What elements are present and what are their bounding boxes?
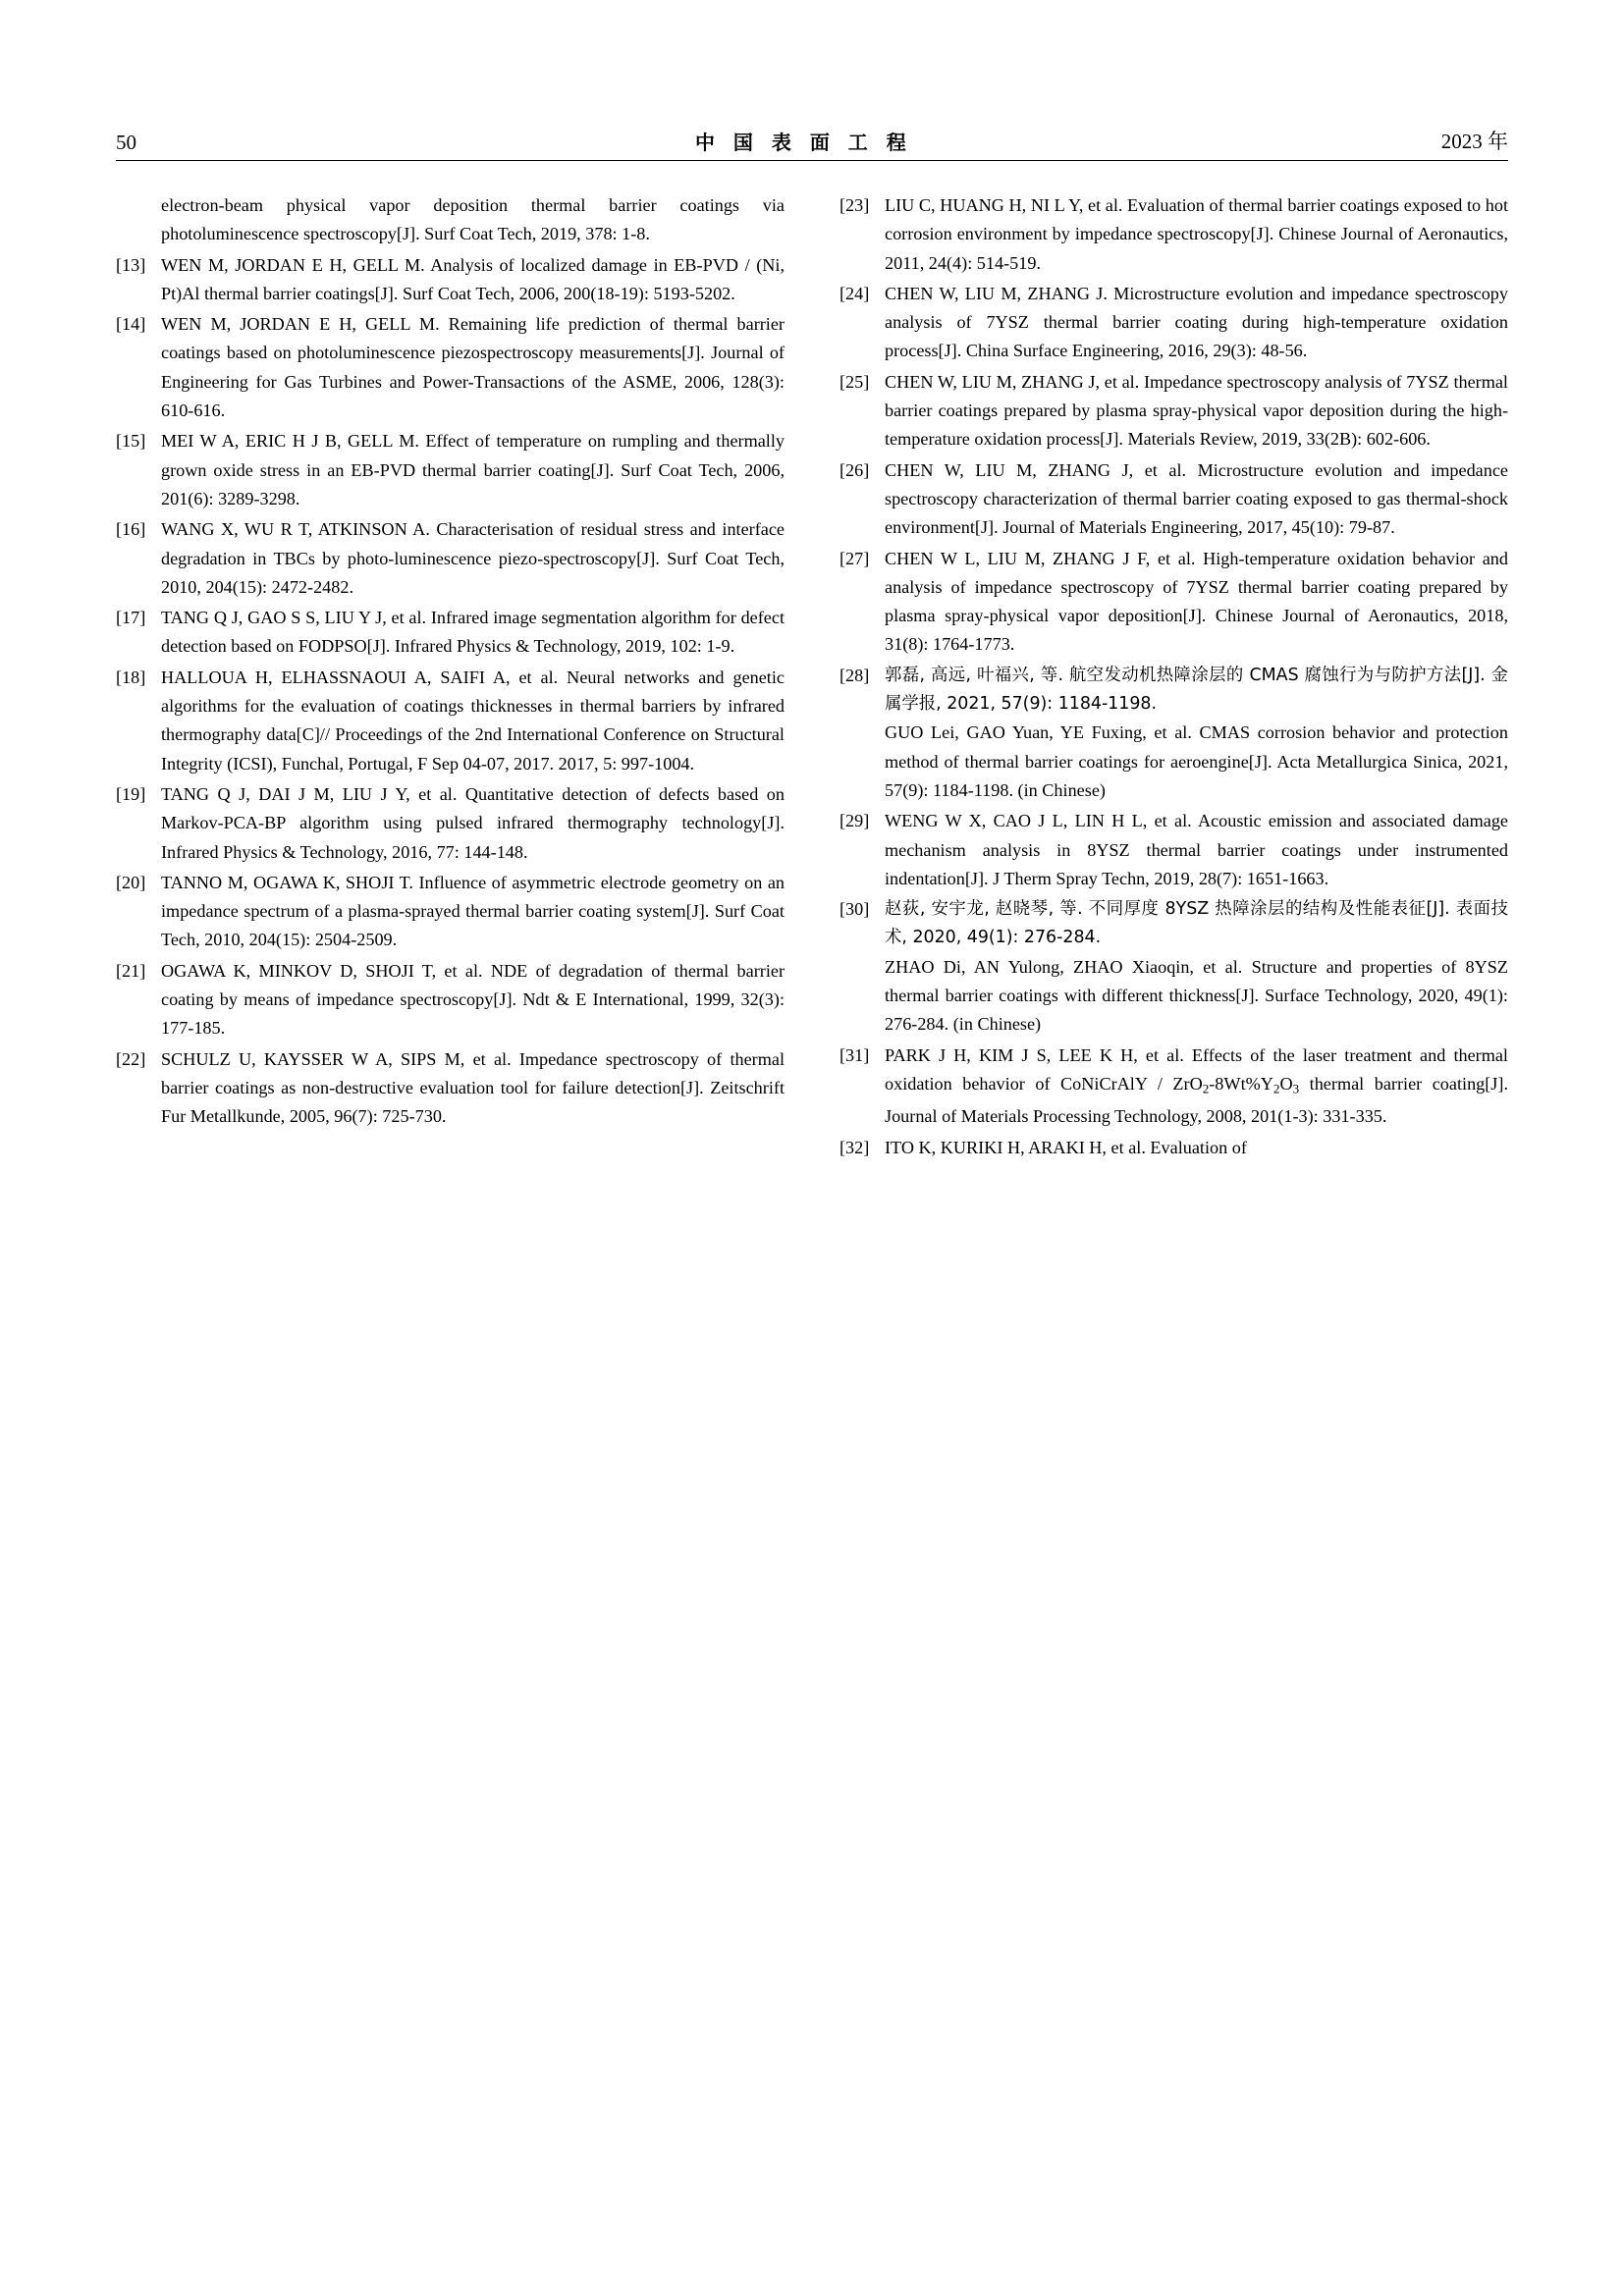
reference-entry bbox=[116, 780, 785, 867]
page-header bbox=[116, 116, 1508, 155]
reference-text: TANG Q J, DAI J M, LIU J Y, et al. Quantitative detection of defects based on Markov-PCA-BP algorithm using pulsed infrared thermography technology[J]. Infrared Physics & Technology, 2016, 77: 144-148. bbox=[161, 783, 785, 862]
reference-number: [18] bbox=[116, 667, 146, 687]
reference-entry bbox=[839, 895, 1508, 1039]
reference-entry bbox=[839, 662, 1508, 805]
reference-text: CHEN W, LIU M, ZHANG J. Microstructure evolution and impedance spectroscopy analysis of 7YSZ thermal barrier coating during high-temperature oxidation process[J]. China Surface Engineering, 2016, 29(3): 48-56. bbox=[885, 283, 1508, 361]
reference-columns bbox=[116, 191, 1508, 1164]
reference-number: [25] bbox=[839, 371, 870, 392]
page-number: 50 bbox=[116, 131, 136, 154]
reference-text: TANG Q J, GAO S S, LIU Y J, et al. Infrared image segmentation algorithm for defect detection based on FODPSO[J]. Infrared Physics & Technology, 2019, 102: 1-9. bbox=[161, 608, 785, 657]
reference-entry bbox=[839, 368, 1508, 454]
reference-text: WANG X, WU R T, ATKINSON A. Characterisation of residual stress and interface degradation in TBCs by photo-luminescence piezo-spectroscopy[J]. Surf Coat Tech, 2010, 204(15): 2472-2482. bbox=[161, 519, 785, 597]
reference-text: CHEN W L, LIU M, ZHANG J F, et al. High-temperature oxidation behavior and analysis of impedance spectroscopy of 7YSZ thermal barrier coating prepared by plasma spray-physical vapor deposition[J]. Chinese Journal of Aeronautics, 2018, 31(8): 1764-1773. bbox=[885, 548, 1508, 655]
reference-text: WENG W X, CAO J L, LIN H L, et al. Acoustic emission and associated damage mechanism analysis in 8YSZ thermal barrier coatings under instrumented indentation[J]. J Therm Spray Techn, 2019, 28(7): 1651-1663. bbox=[885, 811, 1508, 888]
reference-entry bbox=[116, 869, 785, 955]
reference-text-chinese: 郭磊, 高远, 叶福兴, 等. 航空发动机热障涂层的 CMAS 腐蚀行为与防护方法[J]. 金属学报, 2021, 57(9): 1184-1198. bbox=[885, 665, 1508, 715]
reference-entry bbox=[116, 310, 785, 425]
reference-entry bbox=[116, 427, 785, 513]
reference-entry bbox=[839, 456, 1508, 543]
reference-number: [23] bbox=[839, 195, 870, 215]
reference-text: CHEN W, LIU M, ZHANG J, et al. Microstructure evolution and impedance spectroscopy characterization of thermal barrier coating exposed to gas thermal-shock environment[J]. Journal of Materials Engineering, 2017, 45(10): 79-87. bbox=[885, 459, 1508, 538]
reference-entry bbox=[839, 545, 1508, 660]
reference-number: [22] bbox=[116, 1048, 146, 1069]
reference-number: [26] bbox=[839, 459, 870, 480]
left-column bbox=[116, 191, 785, 1164]
reference-entry bbox=[839, 280, 1508, 366]
reference-number: [19] bbox=[116, 783, 146, 804]
reference-number: [20] bbox=[116, 872, 146, 892]
reference-number bbox=[116, 191, 161, 249]
reference-text: HALLOUA H, ELHASSNAOUI A, SAIFI A, et al. Neural networks and genetic algorithms for the evaluation of coatings thicknesses in thermal barriers by infrared thermography data[C]// Proceedings of the 2nd International Conference on Structural Integrity (ICSI), Funchal, Portugal, F Sep 04-07, 2017. 2017, 5: 997-1004. bbox=[161, 667, 785, 774]
reference-text: MEI W A, ERIC H J B, GELL M. Effect of temperature on rumpling and thermally grown oxide stress in an EB-PVD thermal barrier coating[J]. Surf Coat Tech, 2006, 201(6): 3289-3298. bbox=[161, 431, 785, 508]
reference-number: [32] bbox=[839, 1137, 870, 1157]
reference-text-chinese: 赵荻, 安宇龙, 赵晓琴, 等. 不同厚度 8YSZ 热障涂层的结构及性能表征[J]. 表面技术, 2020, 49(1): 276-284. bbox=[885, 899, 1508, 948]
reference-number: [29] bbox=[839, 811, 870, 831]
reference-text: LIU C, HUANG H, NI L Y, et al. Evaluation of thermal barrier coatings exposed to hot corrosion environment by impedance spectroscopy[J]. Chinese Journal of Aeronautics, 2011, 24(4): 514-519. bbox=[885, 195, 1508, 273]
reference-text-english: GUO Lei, GAO Yuan, YE Fuxing, et al. CMAS corrosion behavior and protection method of thermal barrier coatings for aeroengine[J]. Acta Metallurgica Sinica, 2021, 57(9): 1184-1198. (in Chinese) bbox=[885, 722, 1508, 800]
reference-text-english: ZHAO Di, AN Yulong, ZHAO Xiaoqin, et al. Structure and properties of 8YSZ thermal barrier coatings with different thickness[J]. Surface Technology, 2020, 49(1): 276-284. (in Chinese) bbox=[885, 956, 1508, 1035]
reference-entry bbox=[116, 664, 785, 778]
reference-number: [27] bbox=[839, 548, 870, 568]
reference-entry bbox=[839, 807, 1508, 893]
reference-number: [14] bbox=[116, 314, 146, 335]
reference-text: OGAWA K, MINKOV D, SHOJI T, et al. NDE of degradation of thermal barrier coating by means of impedance spectroscopy[J]. Ndt & E International, 1999, 32(3): 177-185. bbox=[161, 960, 785, 1039]
publication-year: 2023 年 bbox=[1440, 130, 1508, 153]
reference-number: [17] bbox=[116, 608, 146, 628]
reference-entry bbox=[116, 251, 785, 309]
reference-entry bbox=[116, 957, 785, 1043]
header-divider bbox=[116, 160, 1508, 161]
reference-text: TANNO M, OGAWA K, SHOJI T. Influence of asymmetric electrode geometry on an impedance spectrum of a plasma-sprayed thermal barrier coating system[J]. Surf Coat Tech, 2010, 204(15): 2504-2509. bbox=[161, 872, 785, 950]
reference-number: [13] bbox=[116, 254, 146, 275]
reference-text-html: PARK J H, KIM J S, LEE K H, et al. Effects of the laser treatment and thermal oxidation behavior of CoNiCrAlY / $ZrO_2-8Wt\%Y_2O_3$ thermal barrier coating[J]. Journal of Materials Processing Technology, 2008, 201(1-3): 331-335. bbox=[885, 1044, 1508, 1127]
reference-number: [24] bbox=[839, 283, 870, 303]
reference-text: WEN M, JORDAN E H, GELL M. Analysis of localized damage in EB-PVD / (Ni, Pt)Al thermal barrier coatings[J]. Surf Coat Tech, 2006, 200(18-19): 5193-5202. bbox=[161, 254, 785, 303]
reference-number: [28] bbox=[839, 665, 870, 685]
reference-number: [15] bbox=[116, 431, 146, 452]
reference-entry bbox=[839, 1134, 1508, 1162]
reference-entry bbox=[116, 191, 785, 249]
reference-entry bbox=[116, 1045, 785, 1132]
reference-text: SCHULZ U, KAYSSER W A, SIPS M, et al. Impedance spectroscopy of thermal barrier coatings as non-destructive evaluation tool for failure detection[J]. Zeitschrift Fur Metallkunde, 2005, 96(7): 725-730. bbox=[161, 1048, 785, 1127]
journal-title: 中 国 表 面 工 程 bbox=[694, 131, 912, 154]
reference-text bbox=[885, 662, 1508, 805]
reference-entry bbox=[839, 1041, 1508, 1132]
reference-number: [30] bbox=[839, 899, 870, 920]
reference-entry bbox=[839, 191, 1508, 278]
reference-entry bbox=[116, 604, 785, 662]
reference-number: [31] bbox=[839, 1044, 870, 1065]
right-column bbox=[839, 191, 1508, 1164]
reference-text: WEN M, JORDAN E H, GELL M. Remaining life prediction of thermal barrier coatings based on photoluminescence piezospectroscopy measurements[J]. Journal of Engineering for Gas Turbines and Power-Transactions of the ASME, 2006, 128(3): 610-616. bbox=[161, 314, 785, 421]
reference-text bbox=[885, 895, 1508, 1039]
reference-number: [16] bbox=[116, 519, 146, 540]
reference-text: ITO K, KURIKI H, ARAKI H, et al. Evaluation of bbox=[885, 1137, 1247, 1157]
reference-number: [21] bbox=[116, 960, 146, 981]
reference-text: electron-beam physical vapor deposition thermal barrier coatings via photoluminescence spectroscopy[J]. Surf Coat Tech, 2019, 378: 1-8. bbox=[161, 195, 785, 244]
reference-entry bbox=[116, 515, 785, 602]
reference-text: CHEN W, LIU M, ZHANG J, et al. Impedance spectroscopy analysis of 7YSZ thermal barrier coatings prepared by plasma spray-physical vapor deposition during the high-temperature oxidation process[J]. Materials Review, 2019, 33(2B): 602-606. bbox=[885, 371, 1508, 450]
